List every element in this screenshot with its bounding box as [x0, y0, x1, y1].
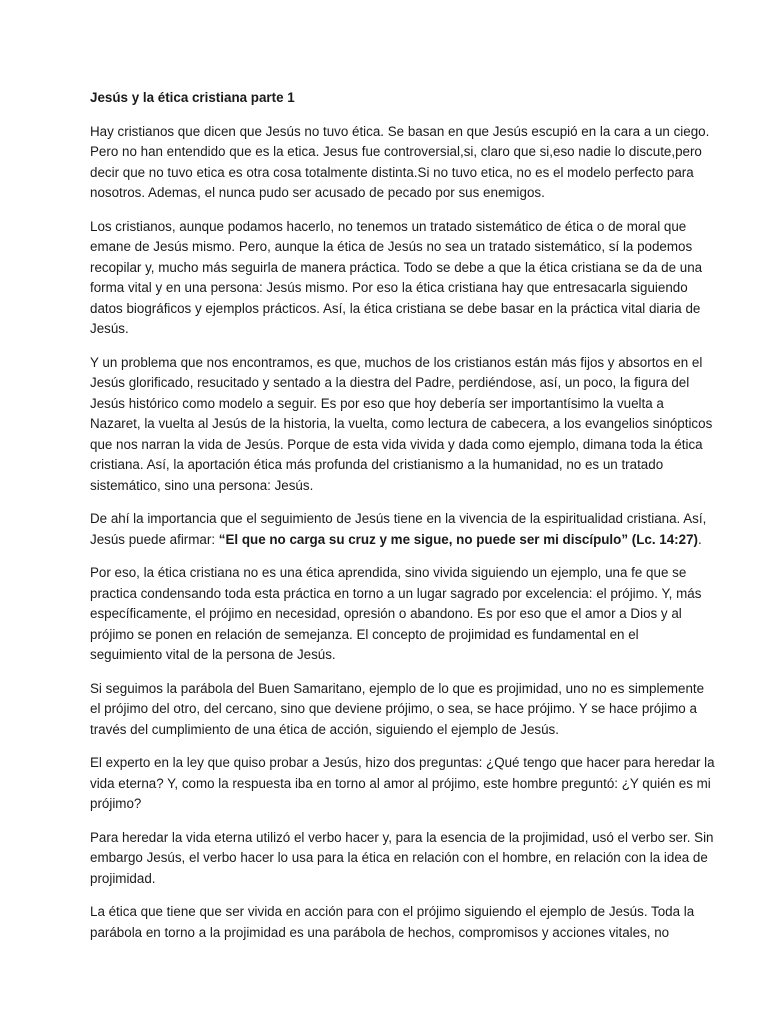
text-line: embargo Jesús, el verbo hacer lo usa para la ética en relación con el hombre, en relación con la idea de — [90, 850, 708, 865]
text-span: Jesús puede afirmar: — [90, 531, 219, 547]
document-page — [90, 88, 715, 956]
text-line: el prójimo del otro, del cercano, sino que deviene prójimo, o sea, se hace prójimo. Y se hace prójimo a — [90, 701, 697, 716]
text-line: practica condensando toda esta práctica en torno a un lugar sagrado por excelencia: el prójimo. Y, más — [90, 585, 702, 601]
text-line: De ahí la importancia que el seguimiento de Jesús tiene en la vivencia de la espiritualidad cristiana. Así, — [90, 511, 707, 526]
text-line: decir que no tuvo etica es otra cosa totalmente distinta.Si no tuvo etica, no es el modelo perfecto para — [90, 164, 694, 180]
paragraph-4 — [90, 509, 707, 550]
text-line: Jesús histórico como modelo a seguir. Es por eso que hoy debería ser importantísimo la vuelta a — [90, 395, 664, 411]
text-line: prójimo? — [90, 796, 142, 811]
text-line: Nazaret, la vuelta al Jesús de la historia, la vuelta, como lectura de cabecera, a los evangelios sinópticos — [90, 416, 713, 431]
text-line: El experto en la ley que quiso probar a Jesús, hizo dos preguntas: ¿Qué tengo que hacer para heredar la — [90, 755, 715, 770]
text-line: seguimiento vital de la persona de Jesús. — [90, 647, 336, 662]
text-line: cristiana. Así, la aportación ética más profunda del cristianismo a la humanidad, no es un tratado — [90, 457, 664, 472]
text-span: . — [697, 531, 702, 547]
text-line: parábola en torno a la projimidad es una parábola de hechos, compromisos y acciones vitales, no — [90, 924, 670, 940]
text-line: forma vital y en una persona: Jesús mismo. Por eso la ética cristiana hay que entresacarla siguiendo — [90, 280, 688, 295]
text-line: Los cristianos, aunque podamos hacerlo, no tenemos un tratado sistemático de ética o de moral que — [90, 218, 687, 234]
text-line: Pero no han entendido que es la etica. Jesus fue controversial,si, claro que si,eso nadie lo discute,pero — [90, 144, 702, 159]
document-title: Jesús y la ética cristiana parte 1 — [90, 90, 295, 105]
text-line: Jesús. — [90, 321, 129, 336]
text-line: Si seguimos la parábola del Buen Samaritano, ejemplo de lo que es projimidad, uno no es simplemente — [90, 680, 705, 696]
paragraph-6 — [90, 679, 705, 741]
text-line: específicamente, el prójimo en necesidad, opresión o abandono. Es por eso que el amor a Dios y al — [90, 606, 682, 621]
paragraph-8 — [90, 828, 714, 890]
paragraph-1 — [90, 122, 710, 204]
paragraph-5 — [90, 563, 702, 666]
text-line — [90, 530, 702, 551]
paragraph-9 — [90, 902, 695, 943]
text-line: sistemático, sino una persona: Jesús. — [90, 477, 314, 493]
text-line: datos biográficos y ejemplos prácticos. Así, la ética cristiana se debe basar en la práctica vital diaria de — [90, 300, 701, 316]
text-line: recopilar y, mucho más seguirla de manera práctica. Todo se debe a que la ética cristiana se da de una — [90, 259, 703, 275]
text-line: Hay cristianos que dicen que Jesús no tuvo ética. Se basan en que Jesús escupió en la cara a un ciego. — [90, 123, 710, 139]
text-line: La ética que tiene que ser vivida en acción para con el prójimo siguiendo el ejemplo de Jesús. Toda la — [90, 904, 695, 919]
text-line: nosotros. Ademas, el nunca pudo ser acusado de pecado por sus enemigos. — [90, 185, 545, 200]
text-line: Por eso, la ética cristiana no es una ética aprendida, sino vivida siguiendo un ejemplo, una fe que se — [90, 565, 687, 580]
text-line: través del cumplimiento de una ética de acción, siguiendo el ejemplo de Jesús. — [90, 721, 559, 737]
paragraph-2 — [90, 217, 703, 340]
text-line: vida eterna? Y, como la respuesta iba en torno al amor al prójimo, este hombre preguntó: ¿Y quién es mi — [90, 775, 711, 791]
bible-quote: “El que no carga su cruz y me sigue, no puede ser mi discípulo” (Lc. 14:27) — [218, 531, 698, 547]
paragraph-3 — [90, 353, 713, 497]
text-line: Jesús glorificado, resucitado y sentado a la diestra del Padre, perdiéndose, así, un poco, la figura del — [90, 375, 690, 390]
text-line: projimidad. — [90, 870, 156, 886]
text-line: prójimo se ponen en relación de semejanza. El concepto de projimidad es fundamental en el — [90, 626, 639, 642]
text-line: que nos narran la vida de Jesús. Porque de esta vida vivida y dada como ejemplo, dimana toda la ética — [90, 436, 703, 452]
text-line: Para heredar la vida eterna utilizó el verbo hacer y, para la esencia de la projimidad, usó el verbo ser. Sin — [90, 829, 714, 845]
paragraph-7 — [90, 753, 715, 815]
text-line: Y un problema que nos encontramos, es que, muchos de los cristianos están más fijos y absortos en el — [90, 354, 703, 370]
text-line: emane de Jesús mismo. Pero, aunque la ética de Jesús no sea un tratado sistemático, sí la podemos — [90, 239, 693, 254]
